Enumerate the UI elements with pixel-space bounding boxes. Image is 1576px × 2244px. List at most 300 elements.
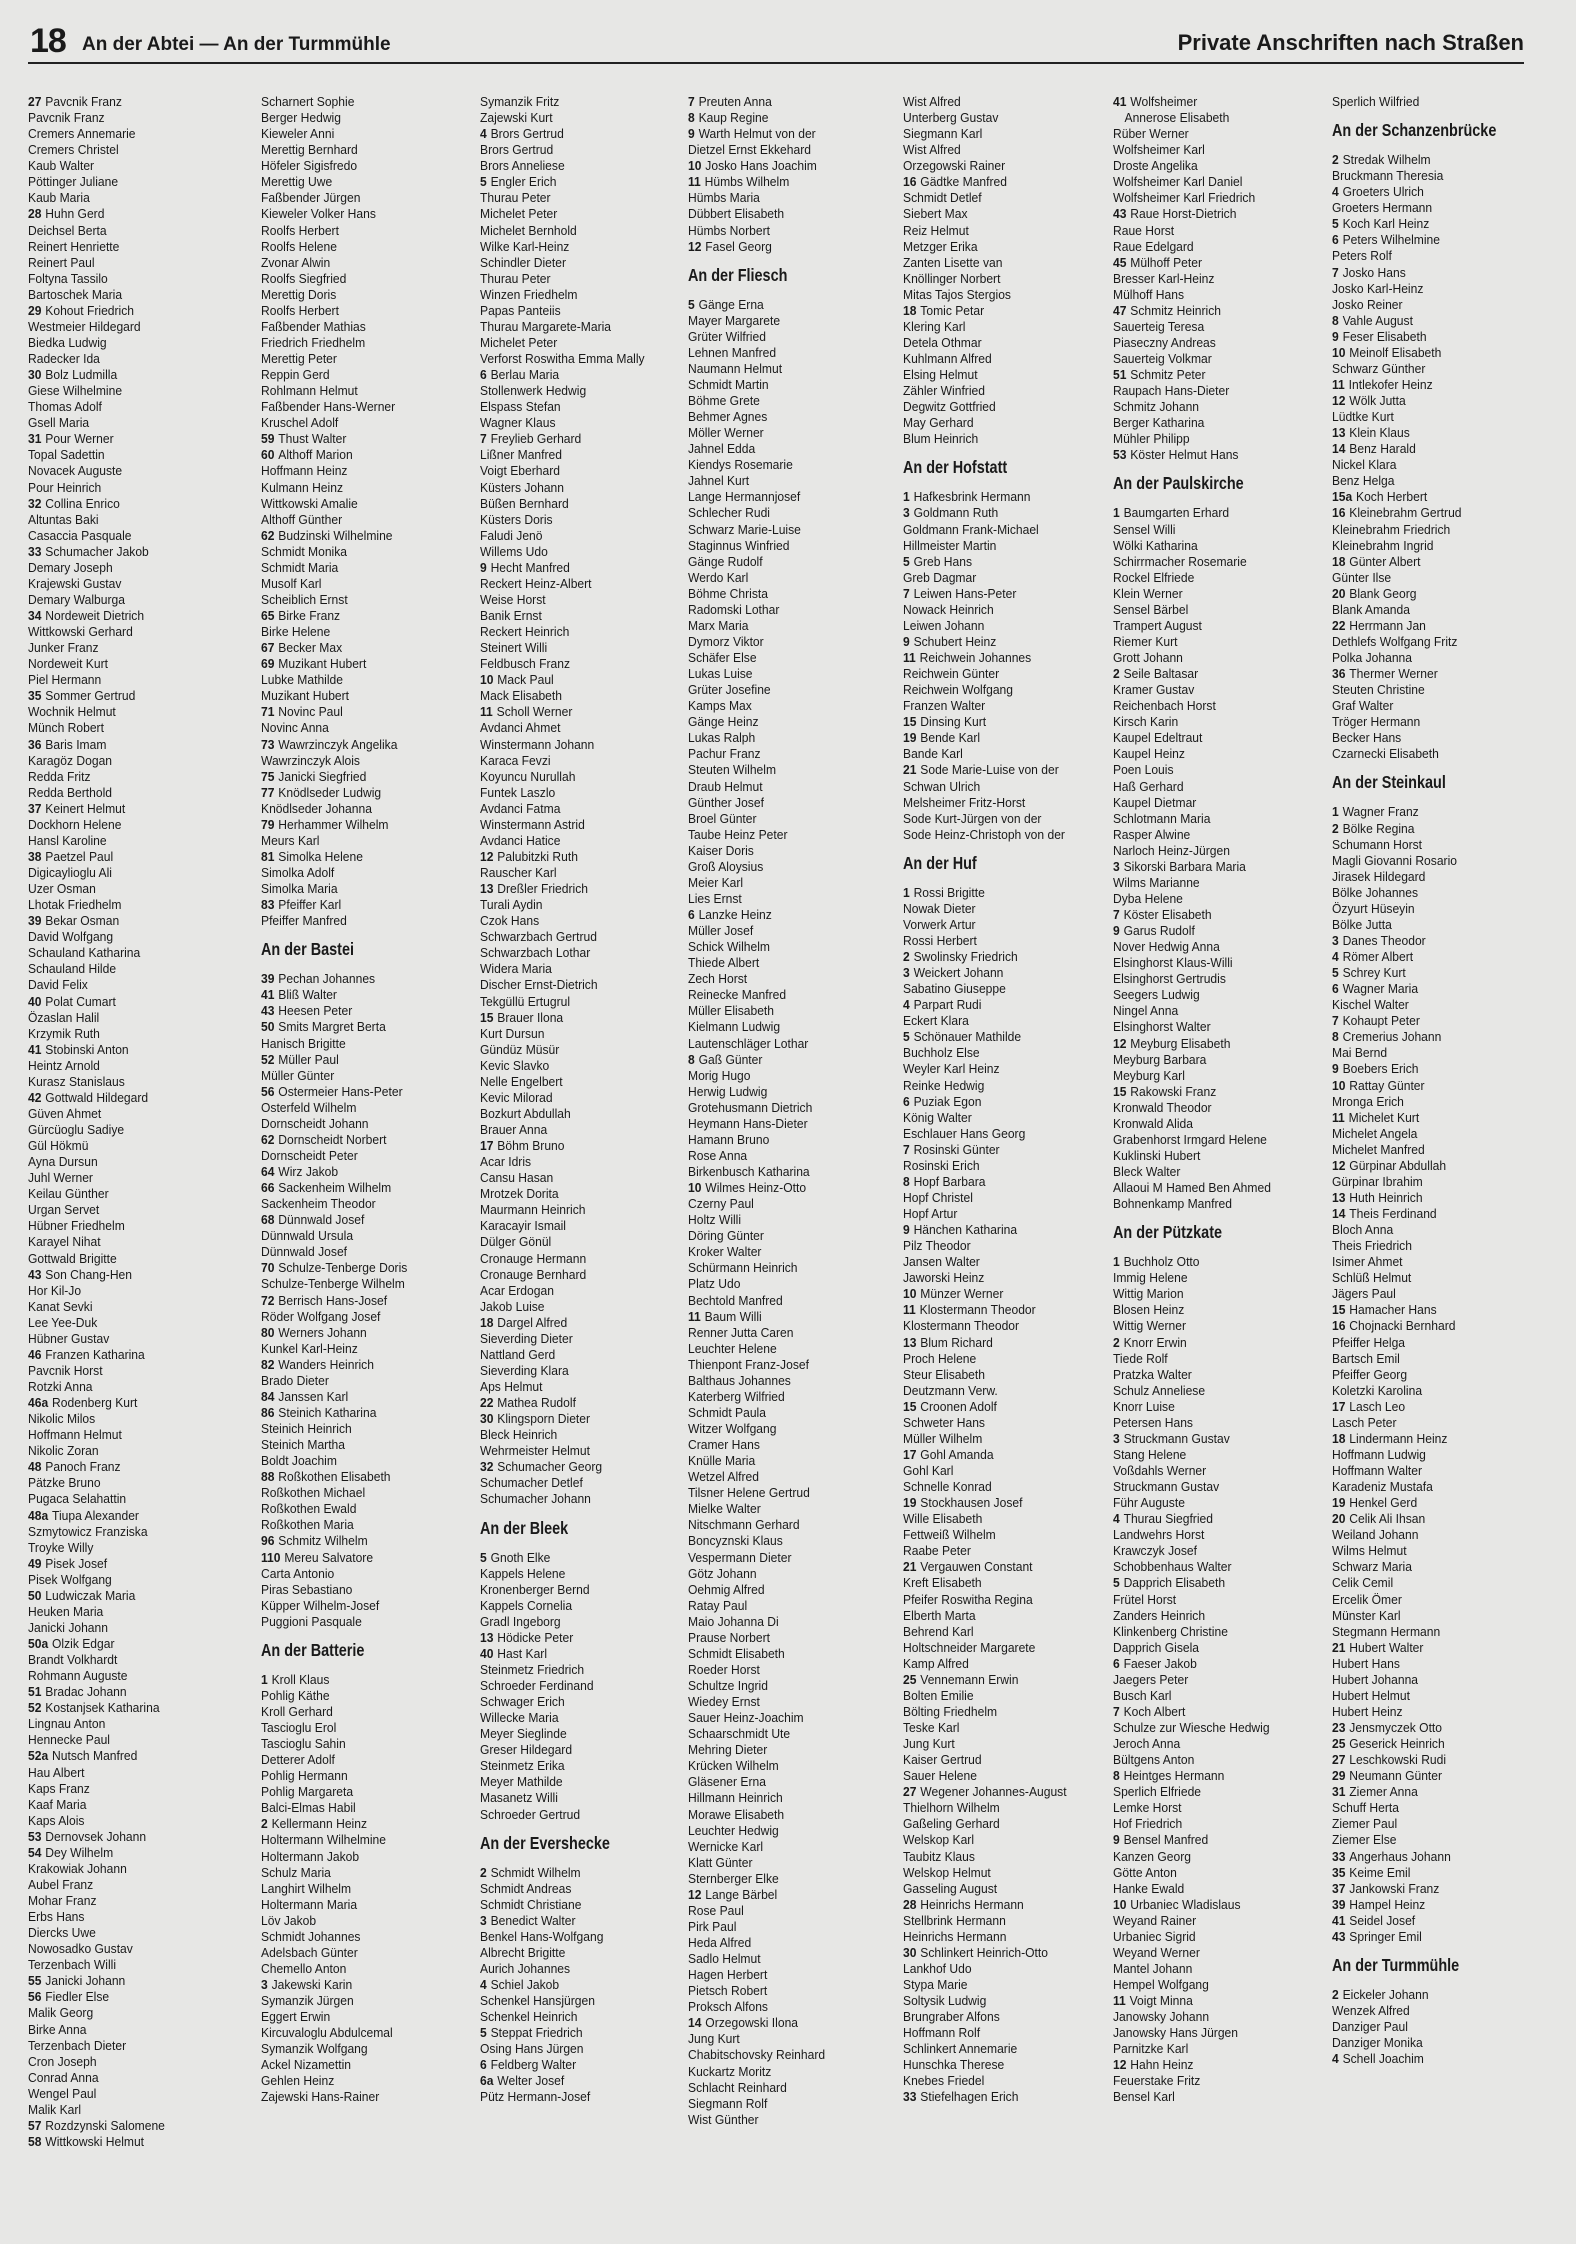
- resident-entry: [480, 319, 680, 335]
- resident-entry: [28, 512, 228, 528]
- resident-entry: [1113, 142, 1313, 158]
- resident-name: Steinmetz Erika: [480, 1759, 565, 1774]
- resident-name: Michelet Peter: [480, 335, 558, 350]
- resident-name: Soltysik Ludwig: [903, 1994, 987, 2009]
- resident-name: Weise Horst: [480, 592, 546, 607]
- resident-entry: [1332, 1174, 1532, 1190]
- resident-entry: [688, 682, 888, 698]
- resident-name: Heymann Hans-Dieter: [688, 1116, 808, 1131]
- resident-entry: [903, 1945, 1103, 1961]
- resident-entry: [688, 1260, 888, 1276]
- resident-entry: [480, 1234, 680, 1250]
- resident-entry: [688, 1116, 888, 1132]
- resident-name: Piras Sebastiano: [261, 1582, 353, 1597]
- resident-entry: [688, 1678, 888, 1694]
- resident-name: Lautenschläger Lothar: [688, 1036, 809, 1051]
- resident-name: Weiland Johann: [1332, 1528, 1419, 1543]
- resident-entry: [28, 1508, 228, 1524]
- resident-name: Renner Jutta Caren: [688, 1325, 794, 1340]
- resident-name: Rossi Brigitte: [913, 885, 985, 900]
- resident-entry: [903, 2057, 1103, 2073]
- resident-name: Avdanci Fatma: [480, 801, 561, 816]
- resident-entry: [1332, 200, 1532, 216]
- resident-name: Vahle August: [1342, 313, 1413, 328]
- resident-entry: [261, 2057, 461, 2073]
- house-number: 4: [1332, 950, 1339, 964]
- resident-name: Leiwen Johann: [903, 618, 985, 633]
- directory-column: [688, 94, 896, 2128]
- resident-name: Knödlseder Johanna: [261, 801, 372, 816]
- resident-entry: [28, 528, 228, 544]
- resident-name: Schürmann Heinrich: [688, 1261, 798, 1276]
- resident-name: Faßbender Jürgen: [261, 191, 361, 206]
- resident-entry: [903, 997, 1103, 1013]
- resident-entry: [1332, 1302, 1532, 1318]
- resident-name: Vergauwen Constant: [920, 1560, 1033, 1575]
- resident-name: Neumann Günter: [1349, 1769, 1443, 1784]
- resident-entry: [688, 239, 888, 255]
- resident-entry: [261, 447, 461, 463]
- resident-entry: [903, 981, 1103, 997]
- resident-name: Rüber Werner: [1113, 127, 1189, 142]
- resident-name: Brors Gertrud: [490, 127, 564, 142]
- resident-entry: [1113, 190, 1313, 206]
- resident-entry: [480, 512, 680, 528]
- house-number: 21: [903, 763, 917, 778]
- resident-name: Kaupel Heinz: [1113, 747, 1185, 762]
- resident-entry: [261, 1832, 461, 1848]
- house-number: 18: [1332, 554, 1346, 569]
- resident-entry: [1113, 239, 1313, 255]
- resident-name: Pugaca Selahattin: [28, 1492, 127, 1507]
- resident-name: Dübbert Elisabeth: [688, 207, 785, 222]
- resident-entry: [903, 2089, 1103, 2105]
- resident-entry: [903, 1961, 1103, 1977]
- resident-entry: [688, 1630, 888, 1646]
- resident-name: Pohlig Margareta: [261, 1785, 354, 1800]
- resident-entry: [1332, 1881, 1532, 1897]
- resident-name: Michelet Peter: [480, 207, 558, 222]
- resident-name: Böhme Christa: [688, 586, 768, 601]
- resident-entry: [1332, 1463, 1532, 1479]
- resident-name: Lanzke Heinz: [698, 908, 772, 922]
- resident-name: Hänchen Katharina: [913, 1223, 1018, 1238]
- house-number: 2: [1113, 667, 1120, 682]
- resident-name: Jahnel Edda: [688, 442, 756, 457]
- resident-entry: [688, 1951, 888, 1967]
- resident-entry: [688, 2047, 888, 2063]
- resident-name: Groß Aloysius: [688, 859, 764, 874]
- resident-name: Lißner Manfred: [480, 448, 562, 463]
- resident-name: Erbs Hans: [28, 1910, 85, 1925]
- resident-name: Eggert Erwin: [261, 2010, 331, 2025]
- resident-name: Reppin Gerd: [261, 368, 330, 383]
- resident-name: Rattay Günter: [1349, 1078, 1425, 1093]
- house-number: 2: [1332, 1987, 1339, 2002]
- resident-entry: [261, 1961, 461, 1977]
- page-number: 18: [30, 22, 66, 60]
- resident-name: Mielke Walter: [688, 1502, 761, 1517]
- resident-name: Knödlseder Ludwig: [278, 785, 382, 800]
- resident-entry: [261, 480, 461, 496]
- resident-name: Kieweler Volker Hans: [261, 207, 376, 222]
- resident-name: Winstermann Johann: [480, 737, 595, 752]
- house-number: 7: [688, 95, 695, 109]
- resident-name: Steinich Heinrich: [261, 1422, 352, 1436]
- resident-name: Pfeifer Roswitha Regina: [903, 1592, 1033, 1607]
- resident-entry: [480, 1331, 680, 1347]
- resident-entry: [1332, 570, 1532, 586]
- resident-name: Janssen Karl: [278, 1389, 349, 1404]
- resident-name: Novacek Auguste: [28, 464, 123, 479]
- resident-entry: [261, 1865, 461, 1881]
- resident-entry: [261, 576, 461, 592]
- resident-name: Bolz Ludmilla: [45, 368, 118, 383]
- resident-entry: [261, 1389, 461, 1405]
- resident-name: Eckert Klara: [903, 1014, 969, 1029]
- resident-entry: [1113, 1543, 1313, 1559]
- resident-entry: [1332, 837, 1532, 853]
- resident-entry: [688, 1148, 888, 1164]
- resident-name: Wolfsheimer: [1130, 95, 1198, 109]
- house-number: 19: [903, 1496, 917, 1511]
- resident-entry: [480, 1491, 680, 1507]
- resident-name: Mronga Erich: [1332, 1094, 1404, 1109]
- resident-entry: [1113, 1399, 1313, 1415]
- resident-name: Schmitz Johann: [1113, 400, 1200, 415]
- resident-name: Köster Elisabeth: [1123, 908, 1212, 922]
- resident-name: Ziemer Anna: [1349, 1785, 1418, 1800]
- resident-entry: [903, 1463, 1103, 1479]
- resident-name: Schmidt Andreas: [480, 1881, 572, 1896]
- resident-entry: [1332, 2003, 1532, 2019]
- resident-name: Struckmann Gustav: [1123, 1431, 1230, 1446]
- resident-entry: [1113, 875, 1313, 891]
- resident-name: Avdanci Hatice: [480, 833, 561, 848]
- resident-name: Redda Berthold: [28, 785, 113, 800]
- resident-entry: [480, 1411, 680, 1427]
- resident-name: Polat Cumart: [45, 994, 116, 1009]
- resident-name: Bozkurt Abdullah: [480, 1106, 571, 1121]
- house-number: 10: [903, 1287, 917, 1302]
- resident-name: Kohout Friedrich: [45, 303, 135, 318]
- house-number: 8: [1332, 1030, 1339, 1045]
- resident-entry: [480, 833, 680, 849]
- resident-entry: [480, 704, 680, 720]
- resident-name: Schuff Herta: [1332, 1801, 1399, 1816]
- resident-name: Reinert Henriette: [28, 239, 120, 254]
- directory-column: [28, 94, 236, 2150]
- resident-name: Albrecht Brigitte: [480, 1945, 566, 1960]
- resident-name: Hödicke Peter: [497, 1630, 574, 1645]
- resident-name: Schwager Erich: [480, 1695, 565, 1710]
- resident-entry: [261, 833, 461, 849]
- resident-name: Gürpinar Abdullah: [1349, 1158, 1447, 1173]
- resident-entry: [1332, 1816, 1532, 1832]
- resident-name: Wengel Paul: [28, 2086, 97, 2101]
- resident-entry: [1332, 1865, 1532, 1881]
- resident-entry: [688, 2031, 888, 2047]
- resident-name: Henkel Gerd: [1349, 1496, 1418, 1511]
- resident-name: Taube Heinz Peter: [688, 827, 788, 842]
- resident-entry: [903, 255, 1103, 271]
- resident-entry: [1332, 184, 1532, 200]
- resident-name: Oehmig Alfred: [688, 1582, 765, 1597]
- resident-name: Bensel Karl: [1113, 2090, 1175, 2105]
- resident-name: Intlekofer Heinz: [1348, 377, 1433, 392]
- directory-column: [261, 94, 469, 2106]
- resident-name: Voigt Eberhard: [480, 464, 560, 479]
- resident-entry: [1332, 2051, 1532, 2067]
- resident-name: Koyuncu Nurullah: [480, 769, 576, 784]
- house-number: 13: [480, 882, 494, 897]
- house-number: 110: [261, 1550, 281, 1565]
- resident-entry: [261, 1993, 461, 2009]
- house-number: 1: [1332, 805, 1339, 820]
- resident-name: Werdo Karl: [688, 570, 749, 585]
- resident-name: Reichwein Wolfgang: [903, 683, 1013, 698]
- resident-name: Nikolic Milos: [28, 1412, 96, 1427]
- house-number: 69: [261, 657, 275, 672]
- resident-name: Immig Helene: [1113, 1271, 1188, 1286]
- resident-entry: [480, 1283, 680, 1299]
- resident-entry: [903, 1222, 1103, 1238]
- resident-entry: [903, 126, 1103, 142]
- resident-entry: [1113, 1318, 1313, 1334]
- resident-name: Kanzen Georg: [1113, 1849, 1191, 1864]
- resident-entry: [1113, 1720, 1313, 1736]
- resident-name: Raue Edelgard: [1113, 239, 1194, 254]
- resident-name: Garus Rudolf: [1123, 924, 1195, 939]
- resident-entry: [261, 1897, 461, 1913]
- resident-name: Steur Elisabeth: [903, 1367, 986, 1382]
- house-number: 38: [28, 849, 42, 864]
- house-number: 17: [903, 1447, 917, 1462]
- resident-entry: [480, 190, 680, 206]
- house-number: 8: [688, 1052, 695, 1067]
- resident-entry: [1113, 1254, 1313, 1270]
- resident-name: Gündüz Müsür: [480, 1042, 560, 1057]
- resident-entry: [261, 1260, 461, 1276]
- resident-name: Hübner Gustav: [28, 1331, 110, 1346]
- resident-entry: [1113, 955, 1313, 971]
- resident-name: Proksch Alfons: [688, 2000, 768, 2015]
- resident-entry: [28, 897, 228, 913]
- resident-entry: [28, 1443, 228, 1459]
- house-number: 52a: [28, 1749, 49, 1764]
- resident-name: Heuken Maria: [28, 1604, 104, 1619]
- resident-name: Kaps Alois: [28, 1813, 85, 1828]
- resident-entry: [261, 1148, 461, 1164]
- resident-name: Gasseling August: [903, 1881, 998, 1896]
- resident-name: Troyke Willy: [28, 1540, 94, 1555]
- resident-entry: [688, 746, 888, 762]
- resident-entry: [28, 447, 228, 463]
- house-number: 22: [1332, 618, 1346, 633]
- resident-entry: [903, 538, 1103, 554]
- resident-name: Schmidt Christiane: [480, 1897, 582, 1912]
- resident-name: Wilms Marianne: [1113, 875, 1200, 890]
- resident-name: Chemello Anton: [261, 1961, 347, 1976]
- resident-entry: [261, 688, 461, 704]
- resident-name: Dapprich Elisabeth: [1123, 1576, 1226, 1591]
- resident-name: Olzik Edgar: [52, 1637, 115, 1651]
- resident-entry: [28, 1748, 228, 1764]
- house-number: 19: [903, 731, 917, 746]
- resident-name: Rosinski Günter: [913, 1142, 1000, 1157]
- resident-name: Schubert Heinz: [913, 634, 997, 649]
- resident-entry: [1332, 1624, 1532, 1640]
- resident-name: Schumann Horst: [1332, 837, 1423, 852]
- resident-entry: [480, 1074, 680, 1090]
- resident-entry: [903, 1913, 1103, 1929]
- resident-name: Küsters Johann: [480, 480, 565, 495]
- resident-name: Merettig Bernhard: [261, 143, 358, 158]
- resident-name: Tomic Petar: [920, 303, 985, 318]
- resident-entry: [261, 1688, 461, 1704]
- resident-entry: [1113, 1640, 1313, 1656]
- resident-entry: [1113, 1945, 1313, 1961]
- resident-entry: [261, 1533, 461, 1549]
- resident-name: Boldt Joachim: [261, 1454, 337, 1469]
- resident-entry: [688, 554, 888, 570]
- resident-entry: [480, 672, 680, 688]
- house-number: 2: [480, 1865, 487, 1880]
- resident-entry: [480, 769, 680, 785]
- house-number: 9: [1332, 1062, 1339, 1077]
- resident-name: Mehring Dieter: [688, 1743, 768, 1758]
- resident-entry: [28, 1315, 228, 1331]
- house-number: 12: [1332, 394, 1346, 408]
- resident-entry: [1332, 1013, 1532, 1029]
- house-number: 1: [903, 885, 910, 900]
- resident-name: Steinich Martha: [261, 1438, 345, 1453]
- resident-name: Ningel Anna: [1113, 1004, 1179, 1019]
- resident-name: Rasper Alwine: [1113, 827, 1191, 842]
- house-number: 27: [903, 1785, 917, 1800]
- resident-entry: [261, 335, 461, 351]
- house-number: 11: [688, 175, 701, 190]
- resident-entry: [480, 2089, 680, 2105]
- resident-entry: [480, 255, 680, 271]
- resident-entry: [688, 110, 888, 126]
- house-number: 31: [28, 432, 42, 447]
- resident-name: Scholl Werner: [496, 705, 573, 720]
- resident-name: Hoffmann Ludwig: [1332, 1447, 1426, 1462]
- resident-name: Karayel Nihat: [28, 1235, 101, 1250]
- resident-name: Elspass Stefan: [480, 400, 561, 415]
- resident-entry: [1332, 804, 1532, 820]
- resident-name: Roolfs Herbert: [261, 303, 339, 318]
- resident-entry: [1113, 1335, 1313, 1351]
- resident-name: Naumann Helmut: [688, 361, 783, 376]
- resident-entry: [28, 351, 228, 367]
- resident-entry: [903, 206, 1103, 222]
- resident-name: Wolfsheimer Karl Friedrich: [1113, 191, 1256, 206]
- resident-entry: [261, 1566, 461, 1582]
- resident-entry: [1113, 1302, 1313, 1318]
- resident-name: Karacayir Ismail: [480, 1219, 566, 1234]
- resident-name: Proch Helene: [903, 1351, 977, 1366]
- resident-entry: [480, 1807, 680, 1823]
- resident-name: Steppat Friedrich: [490, 2026, 583, 2041]
- resident-entry: [1332, 1784, 1532, 1800]
- resident-name: Zanders Heinrich: [1113, 1608, 1206, 1623]
- resident-entry: [1113, 94, 1313, 110]
- resident-entry: [28, 1925, 228, 1941]
- resident-entry: [480, 1186, 680, 1202]
- resident-entry: [688, 1244, 888, 1260]
- resident-entry: [1113, 586, 1313, 602]
- resident-entry: [688, 843, 888, 859]
- resident-name: Bültgens Anton: [1113, 1753, 1195, 1768]
- resident-entry: [1332, 168, 1532, 184]
- resident-entry: [28, 110, 228, 126]
- house-number: 22: [480, 1396, 494, 1411]
- resident-name: Führ Auguste: [1113, 1496, 1185, 1511]
- house-number: 46a: [28, 1396, 49, 1411]
- resident-entry: [688, 409, 888, 425]
- resident-entry: [1113, 1688, 1313, 1704]
- house-number: 5: [1332, 217, 1339, 232]
- resident-name: Jansen Walter: [903, 1255, 980, 1270]
- resident-entry: [903, 1752, 1103, 1768]
- resident-entry: [480, 1475, 680, 1491]
- resident-entry: [480, 1614, 680, 1630]
- resident-entry: [903, 399, 1103, 415]
- section-title: Private Anschriften nach Straßen: [1177, 30, 1524, 55]
- resident-name: Simolka Adolf: [261, 866, 335, 880]
- resident-name: Holtermann Jakob: [261, 1849, 360, 1864]
- resident-entry: [1332, 1126, 1532, 1142]
- resident-name: Dey Wilhelm: [45, 1845, 114, 1860]
- resident-entry: [28, 1379, 228, 1395]
- resident-entry: [261, 1582, 461, 1598]
- resident-name: Mack Paul: [497, 673, 554, 688]
- resident-name: Widera Maria: [480, 962, 552, 977]
- house-number: 42: [28, 1090, 42, 1105]
- resident-entry: [688, 987, 888, 1003]
- resident-entry: [903, 933, 1103, 949]
- resident-entry: [28, 608, 228, 624]
- resident-entry: [1113, 1929, 1313, 1945]
- resident-name: Pavcnik Horst: [28, 1363, 103, 1378]
- resident-entry: [28, 1106, 228, 1122]
- resident-entry: [261, 1849, 461, 1865]
- resident-name: Urbaniec Sigrid: [1113, 1929, 1196, 1944]
- resident-name: David Felix: [28, 978, 88, 993]
- house-number: 53: [1113, 448, 1127, 463]
- resident-entry: [1332, 1559, 1532, 1575]
- resident-entry: [1332, 2019, 1532, 2035]
- resident-entry: [1332, 538, 1532, 554]
- resident-entry: [28, 1026, 228, 1042]
- resident-entry: [261, 1212, 461, 1228]
- resident-entry: [28, 1572, 228, 1588]
- resident-name: Kramer Gustav: [1113, 683, 1195, 698]
- resident-name: Keilau Günther: [28, 1187, 109, 1202]
- resident-name: Puziak Egon: [913, 1094, 982, 1109]
- resident-entry: [1332, 650, 1532, 666]
- resident-name: Höfeler Sigisfredo: [261, 159, 358, 174]
- resident-name: Hoffmann Helmut: [28, 1428, 122, 1443]
- resident-name: Giese Wilhelmine: [28, 384, 123, 399]
- resident-name: Jägers Paul: [1332, 1287, 1396, 1302]
- resident-name: Nordeweit Kurt: [28, 657, 108, 672]
- resident-name: Maurmann Heinrich: [480, 1203, 586, 1218]
- resident-name: Hanke Ewald: [1113, 1881, 1185, 1896]
- resident-name: Czerny Paul: [688, 1197, 754, 1212]
